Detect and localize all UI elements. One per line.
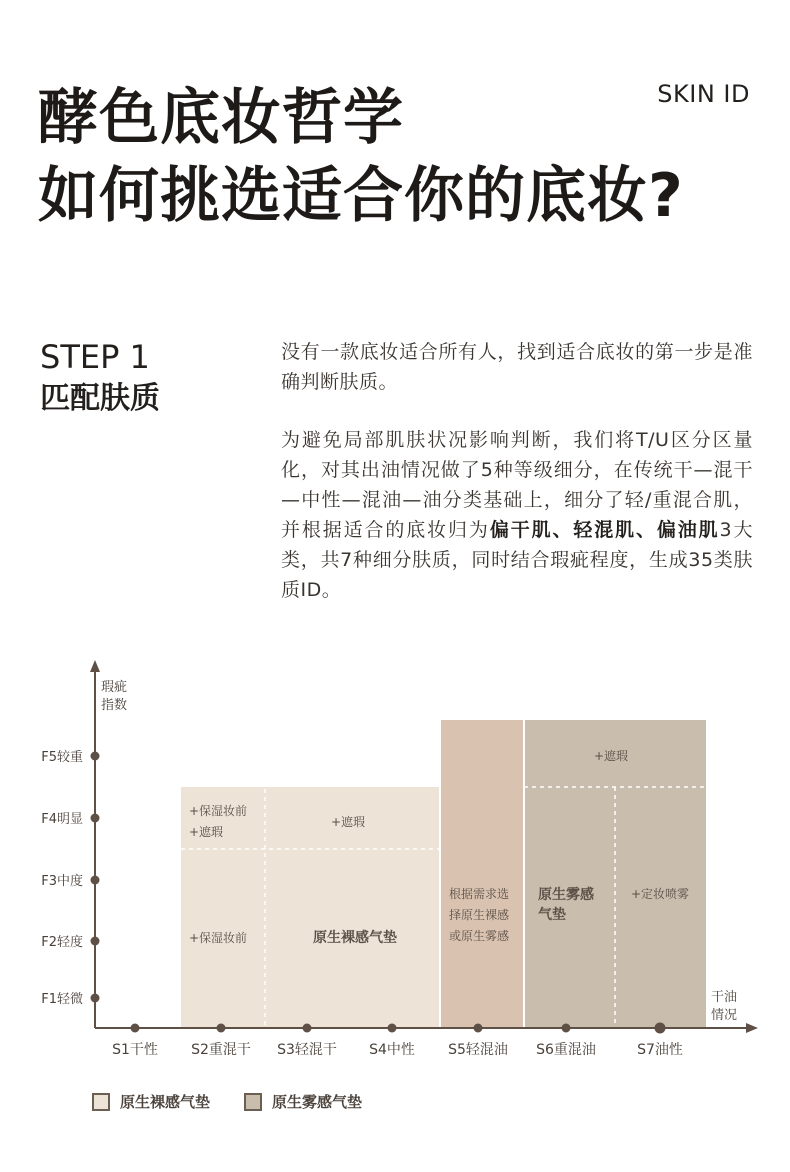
x-tick-label-2: S3轻混干 (277, 1042, 337, 1058)
annotation-11: +遮瑕 (593, 749, 629, 763)
x-axis-title-line1: 干油 (711, 990, 738, 1005)
x-tick-dot-2 (303, 1024, 312, 1033)
bar-0 (181, 787, 440, 1028)
annotation-0: +保湿妆前 (189, 931, 248, 945)
annotation-2: +遮瑕 (189, 825, 224, 839)
page-title: 酵色底妆哲学 (38, 83, 404, 153)
x-tick-label-6: S7油性 (637, 1042, 683, 1058)
y-axis-arrow (90, 660, 100, 672)
annotation-6: 择原生裸感 (449, 908, 510, 922)
detail-paragraph (281, 425, 753, 605)
x-axis-arrow (746, 1023, 758, 1033)
legend-item-dark (244, 1091, 362, 1112)
legend-item-light (92, 1091, 210, 1112)
step-heading: STEP 1 (40, 338, 150, 376)
y-tick-dot-0 (91, 994, 100, 1003)
annotation-3: +遮瑕 (330, 815, 366, 829)
x-tick-label-4: S5轻混油 (448, 1042, 508, 1058)
annotation-9: 气垫 (538, 907, 566, 923)
x-tick-dot-5 (562, 1024, 571, 1033)
y-tick-dot-2 (91, 876, 100, 885)
x-tick-label-0: S1干性 (112, 1042, 158, 1058)
brand-label: SKIN ID (657, 80, 750, 108)
y-tick-dot-1 (91, 937, 100, 946)
annotation-1: +保湿妆前 (189, 804, 248, 818)
skin-chart (0, 640, 790, 1080)
x-axis-title-line2: 情况 (711, 1008, 738, 1023)
x-tick-dot-4 (474, 1024, 483, 1033)
y-tick-label-3: F4明显 (41, 812, 83, 827)
annotation-5: 根据需求选 (449, 887, 510, 901)
annotation-4: 原生裸感气垫 (313, 930, 397, 946)
annotation-8: 原生雾感 (538, 887, 594, 903)
step-subheading: 匹配肤质 (40, 381, 160, 416)
y-tick-label-0: F1轻微 (41, 992, 83, 1007)
annotation-10: +定妆喷雾 (630, 887, 690, 901)
detail-text-bold: 偏干肌、轻混肌、偏油肌 (489, 519, 720, 541)
x-tick-dot-6 (655, 1023, 666, 1034)
y-tick-dot-4 (91, 752, 100, 761)
x-tick-label-1: S2重混干 (191, 1042, 251, 1058)
bar-1 (440, 720, 524, 1028)
x-tick-label-3: S4中性 (369, 1042, 415, 1058)
page-subtitle: 如何挑选适合你的底妆? (38, 161, 684, 231)
x-tick-dot-3 (388, 1024, 397, 1033)
legend-label-dark: 原生雾感气垫 (272, 1093, 363, 1111)
y-axis-title-line1: 瑕疵 (101, 680, 128, 695)
y-tick-label-4: F5较重 (41, 750, 83, 765)
legend-swatch-light (92, 1093, 110, 1111)
y-axis-title-line2: 指数 (101, 698, 128, 713)
x-tick-dot-0 (131, 1024, 140, 1033)
y-tick-label-2: F3中度 (41, 874, 83, 889)
detail-text-c: 3大类，共7种细分肤质，同时结合瑕疵程度，生成35类肤质ID。 (281, 519, 753, 601)
legend-label-light: 原生裸感气垫 (120, 1093, 211, 1111)
detail-text-a: 为避免局部肌肤状况影响判断，我们将T/U区分区量化，对其出油情况做了5种等级细分，在传统干—混干—中性—混油—油分类基础上，细分了轻/重混合肌，并根据适合的底妆归为 (281, 429, 753, 541)
y-tick-label-1: F2轻度 (41, 935, 83, 950)
legend-swatch-dark (244, 1093, 262, 1111)
x-tick-dot-1 (217, 1024, 226, 1033)
annotation-7: 或原生雾感 (449, 929, 510, 943)
intro-paragraph: 没有一款底妆适合所有人，找到适合底妆的第一步是准确判断肤质。 (281, 341, 753, 393)
x-tick-label-5: S6重混油 (536, 1042, 596, 1058)
y-tick-dot-3 (91, 814, 100, 823)
